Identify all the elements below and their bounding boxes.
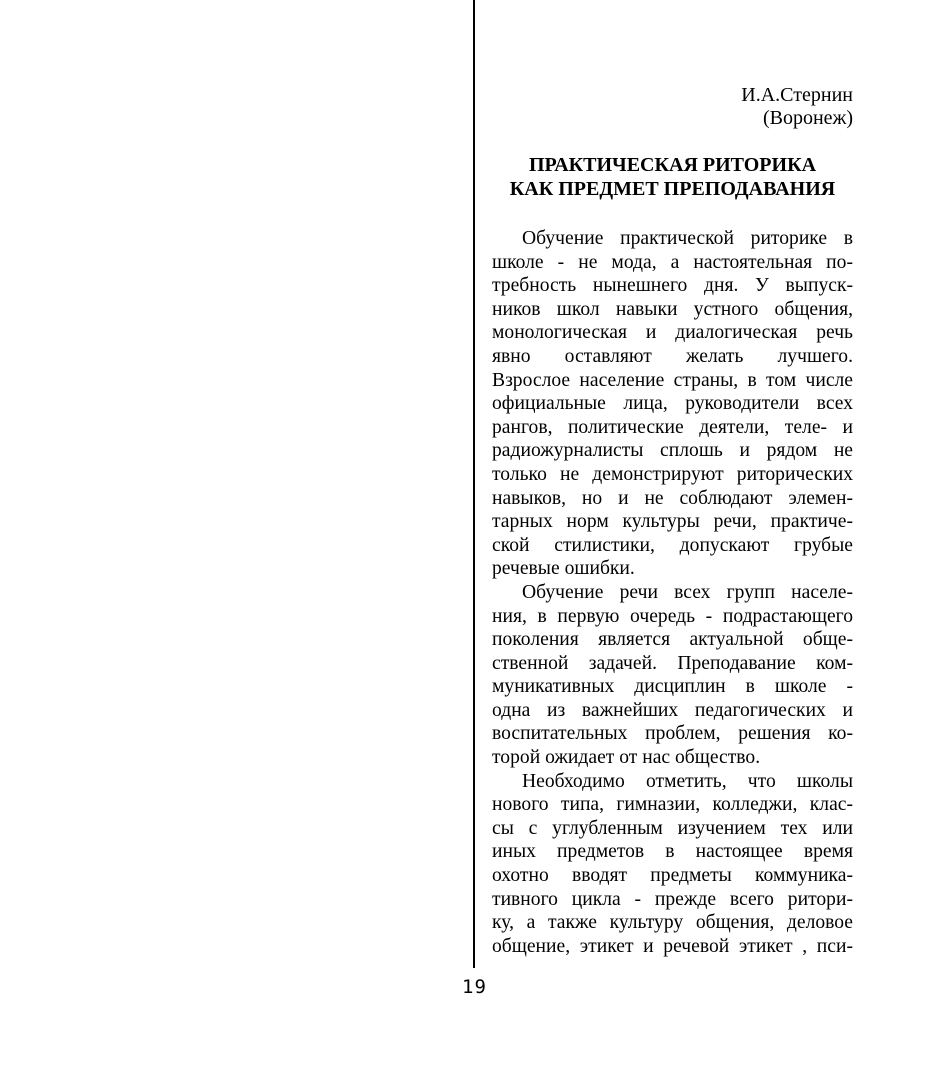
text-line: навыков, но и не соблюдают элемен- [492, 487, 853, 509]
gutter-rule [473, 0, 475, 968]
text-line: ской стилистики, допускают грубые [492, 534, 853, 556]
text-line: поколения является актуальной обще- [492, 629, 853, 651]
text-line: воспитательных проблем, решения ко- [492, 723, 853, 745]
text-line: радиожурналисты сплошь и рядом не [492, 440, 853, 462]
text-line: ников школ навыки устного общения, [492, 298, 853, 320]
text-line: сы с углубленным изучением тех или [492, 817, 853, 839]
text-line: явно оставляют желать лучшего. [492, 345, 853, 367]
text-line: Обучение речи всех групп населе- [522, 581, 853, 603]
text-line: требность нынешнего дня. У выпуск- [492, 275, 853, 297]
text-line: Обучение практической риторике в [522, 228, 853, 249]
text-line: школе - не мода, а настоятельная по- [492, 251, 853, 273]
text-line: ния, в первую очередь - подрастающего [492, 605, 853, 627]
text-line: тивного цикла - прежде всего ритори- [492, 888, 853, 910]
text-line: Взрослое население страны, в том числе [492, 369, 853, 391]
text-line: общение, этикет и речевой этикет , пси- [492, 935, 853, 957]
text-line: ку, а также культуру общения, деловое [492, 912, 853, 934]
text-line: только не демонстрируют риторических [492, 463, 853, 485]
text-line: монологическая и диалогическая речь [492, 322, 853, 344]
text-line: торой ожидает от нас общество. [492, 747, 761, 769]
title-line-2: КАК ПРЕДМЕТ ПРЕПОДАВАНИЯ [509, 177, 836, 200]
article-body [492, 227, 853, 958]
text-line: муникативных дисциплин в школе - [492, 676, 853, 698]
title-line-1: ПРАКТИЧЕСКАЯ РИТОРИКА [528, 154, 817, 176]
page-number: 19 [462, 976, 487, 998]
text-line: ственной задачей. Преподавание ком- [492, 652, 853, 674]
text-line: охотно вводят предметы коммуника- [492, 865, 853, 887]
text-line: иных предметов в настоящее время [492, 841, 853, 863]
text-line: нового типа, гимназии, колледжи, клас- [492, 794, 853, 816]
text-line: официальные лица, руководители всех [492, 393, 853, 415]
author-name: И.А.Стернин [741, 84, 853, 106]
text-line: Необходимо отметить, что школы [522, 770, 853, 792]
text-line: речевые ошибки. [492, 558, 635, 580]
article-title [480, 154, 865, 201]
text-line: тарных норм культуры речи, практиче- [492, 511, 853, 533]
author-city: (Воронеж) [762, 107, 853, 129]
text-line: одна из важнейших педагогических и [492, 699, 853, 721]
text-line: рангов, политические деятели, теле- и [492, 416, 853, 438]
author-block [741, 84, 853, 130]
